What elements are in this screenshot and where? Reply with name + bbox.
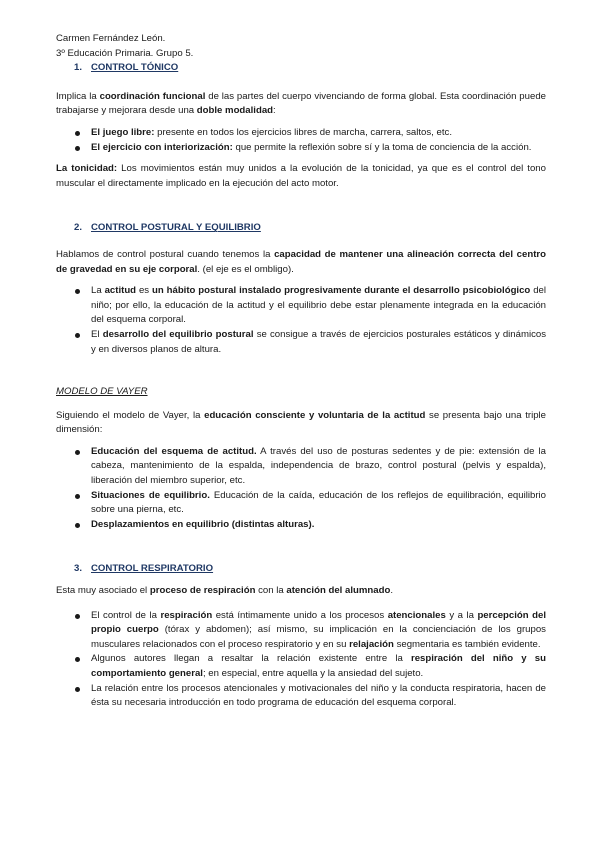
bullet-icon: [75, 146, 80, 151]
paragraph-respiracion: Esta muy asociado el proceso de respiración con la atención del alumnado.: [56, 585, 393, 597]
bullet-icon: [75, 450, 80, 455]
list-item: El juego libre: presente en todos los ejercicios libres de marcha, carrera, saltos, etc.: [56, 126, 546, 141]
section-number: 1.: [74, 62, 83, 74]
list-item: El ejercicio con interiorización: que permite la reflexión sobre sí y la toma de conciencia de la acción.: [56, 141, 546, 156]
bullet-icon: [75, 687, 80, 692]
section-heading-control-tonico: [74, 61, 546, 76]
bullet-icon: [75, 657, 80, 662]
course-group: 3º Educación Primaria. Grupo 5.: [56, 47, 194, 59]
bullet-icon: [75, 494, 80, 499]
list-item: Desplazamientos en equilibrio (distintas alturas).: [56, 518, 546, 533]
section-heading-control-respiratorio: [74, 562, 546, 577]
list-respiratorio: [56, 609, 546, 711]
paragraph-control-postural: Hablamos de control postural cuando tenemos la capacidad de mantener una alineación correcta del centro de gravedad en su eje corporal. (el eje es el ombligo).: [56, 248, 546, 275]
list-modalidades: [56, 126, 546, 155]
subheading-modelo-vayer: MODELO DE VAYER: [56, 386, 148, 398]
list-item: Educación del esquema de actitud. A través del uso de posturas sedentes y de pie: extensión de la cabeza, mantenimiento de la espalda, independencia de brazo, control postural (pelvis y espalda), liberación del miembro superior, etc.: [56, 445, 546, 489]
list-item: La relación entre los procesos atencionales y motivacionales del niño y la conducta respiratoria, hacen de ésta su necesaria introducción en todo programa de educación del esquema corporal.: [56, 682, 546, 711]
section-number: 3.: [74, 563, 83, 575]
list-item: Situaciones de equilibrio. Educación de la caída, educación de los reflejos de equilibración, equilibrio sobre una pierna, etc.: [56, 489, 546, 518]
section-number: 2.: [74, 222, 83, 234]
document-page: [56, 32, 546, 711]
author-name: Carmen Fernández León.: [56, 33, 166, 44]
list-vayer: [56, 445, 546, 533]
bullet-icon: [75, 131, 80, 136]
paragraph-vayer: Siguiendo el modelo de Vayer, la educación consciente y voluntaria de la actitud se presenta bajo una triple dimensión:: [56, 409, 547, 436]
list-postural: [56, 284, 546, 357]
paragraph-coordinacion: Implica la coordinación funcional de las partes del cuerpo vivenciando de forma global. Esta coordinación puede trabajarse y mejorara desde una doble modalidad:: [56, 90, 546, 117]
bullet-icon: [75, 523, 80, 528]
bullet-icon: [75, 614, 80, 619]
list-item: El control de la respiración está íntimamente unido a los procesos atencionales y a la percepción del propio cuerpo (tórax y abdomen); así mismo, su implicación en la concienciación de los grupos musculares relacionados con el proceso respiratorio y en su relajación segmentaria es también evidente.: [56, 609, 546, 653]
list-item: El desarrollo del equilibrio postural se consigue a través de ejercicios posturales estáticos y dinámicos y en diversos planos de altura.: [56, 328, 546, 357]
section-heading-control-postural: [74, 221, 546, 236]
section-title: CONTROL TÓNICO: [91, 62, 179, 74]
section-title: CONTROL POSTURAL Y EQUILIBRIO: [91, 222, 261, 234]
list-item: Algunos autores llegan a resaltar la relación existente entre la respiración del niño y su comportamiento general; en especial, entre aquella y la ansiedad del sujeto.: [56, 652, 546, 681]
section-title: CONTROL RESPIRATORIO: [91, 563, 214, 575]
bullet-icon: [75, 333, 80, 338]
list-item: La actitud es un hábito postural instalado progresivamente durante el desarrollo psicobiológico del niño; por ello, la educación de la actitud y el equilibrio debe estar plenamente integrada en la educación del esquema corporal.: [56, 284, 546, 328]
paragraph-tonicidad: La tonicidad: Los movimientos están muy unidos a la evolución de la tonicidad, ya que es el control del tono muscular el directamente implicado en la ejecución del acto motor.: [56, 163, 546, 189]
bullet-icon: [75, 289, 80, 294]
